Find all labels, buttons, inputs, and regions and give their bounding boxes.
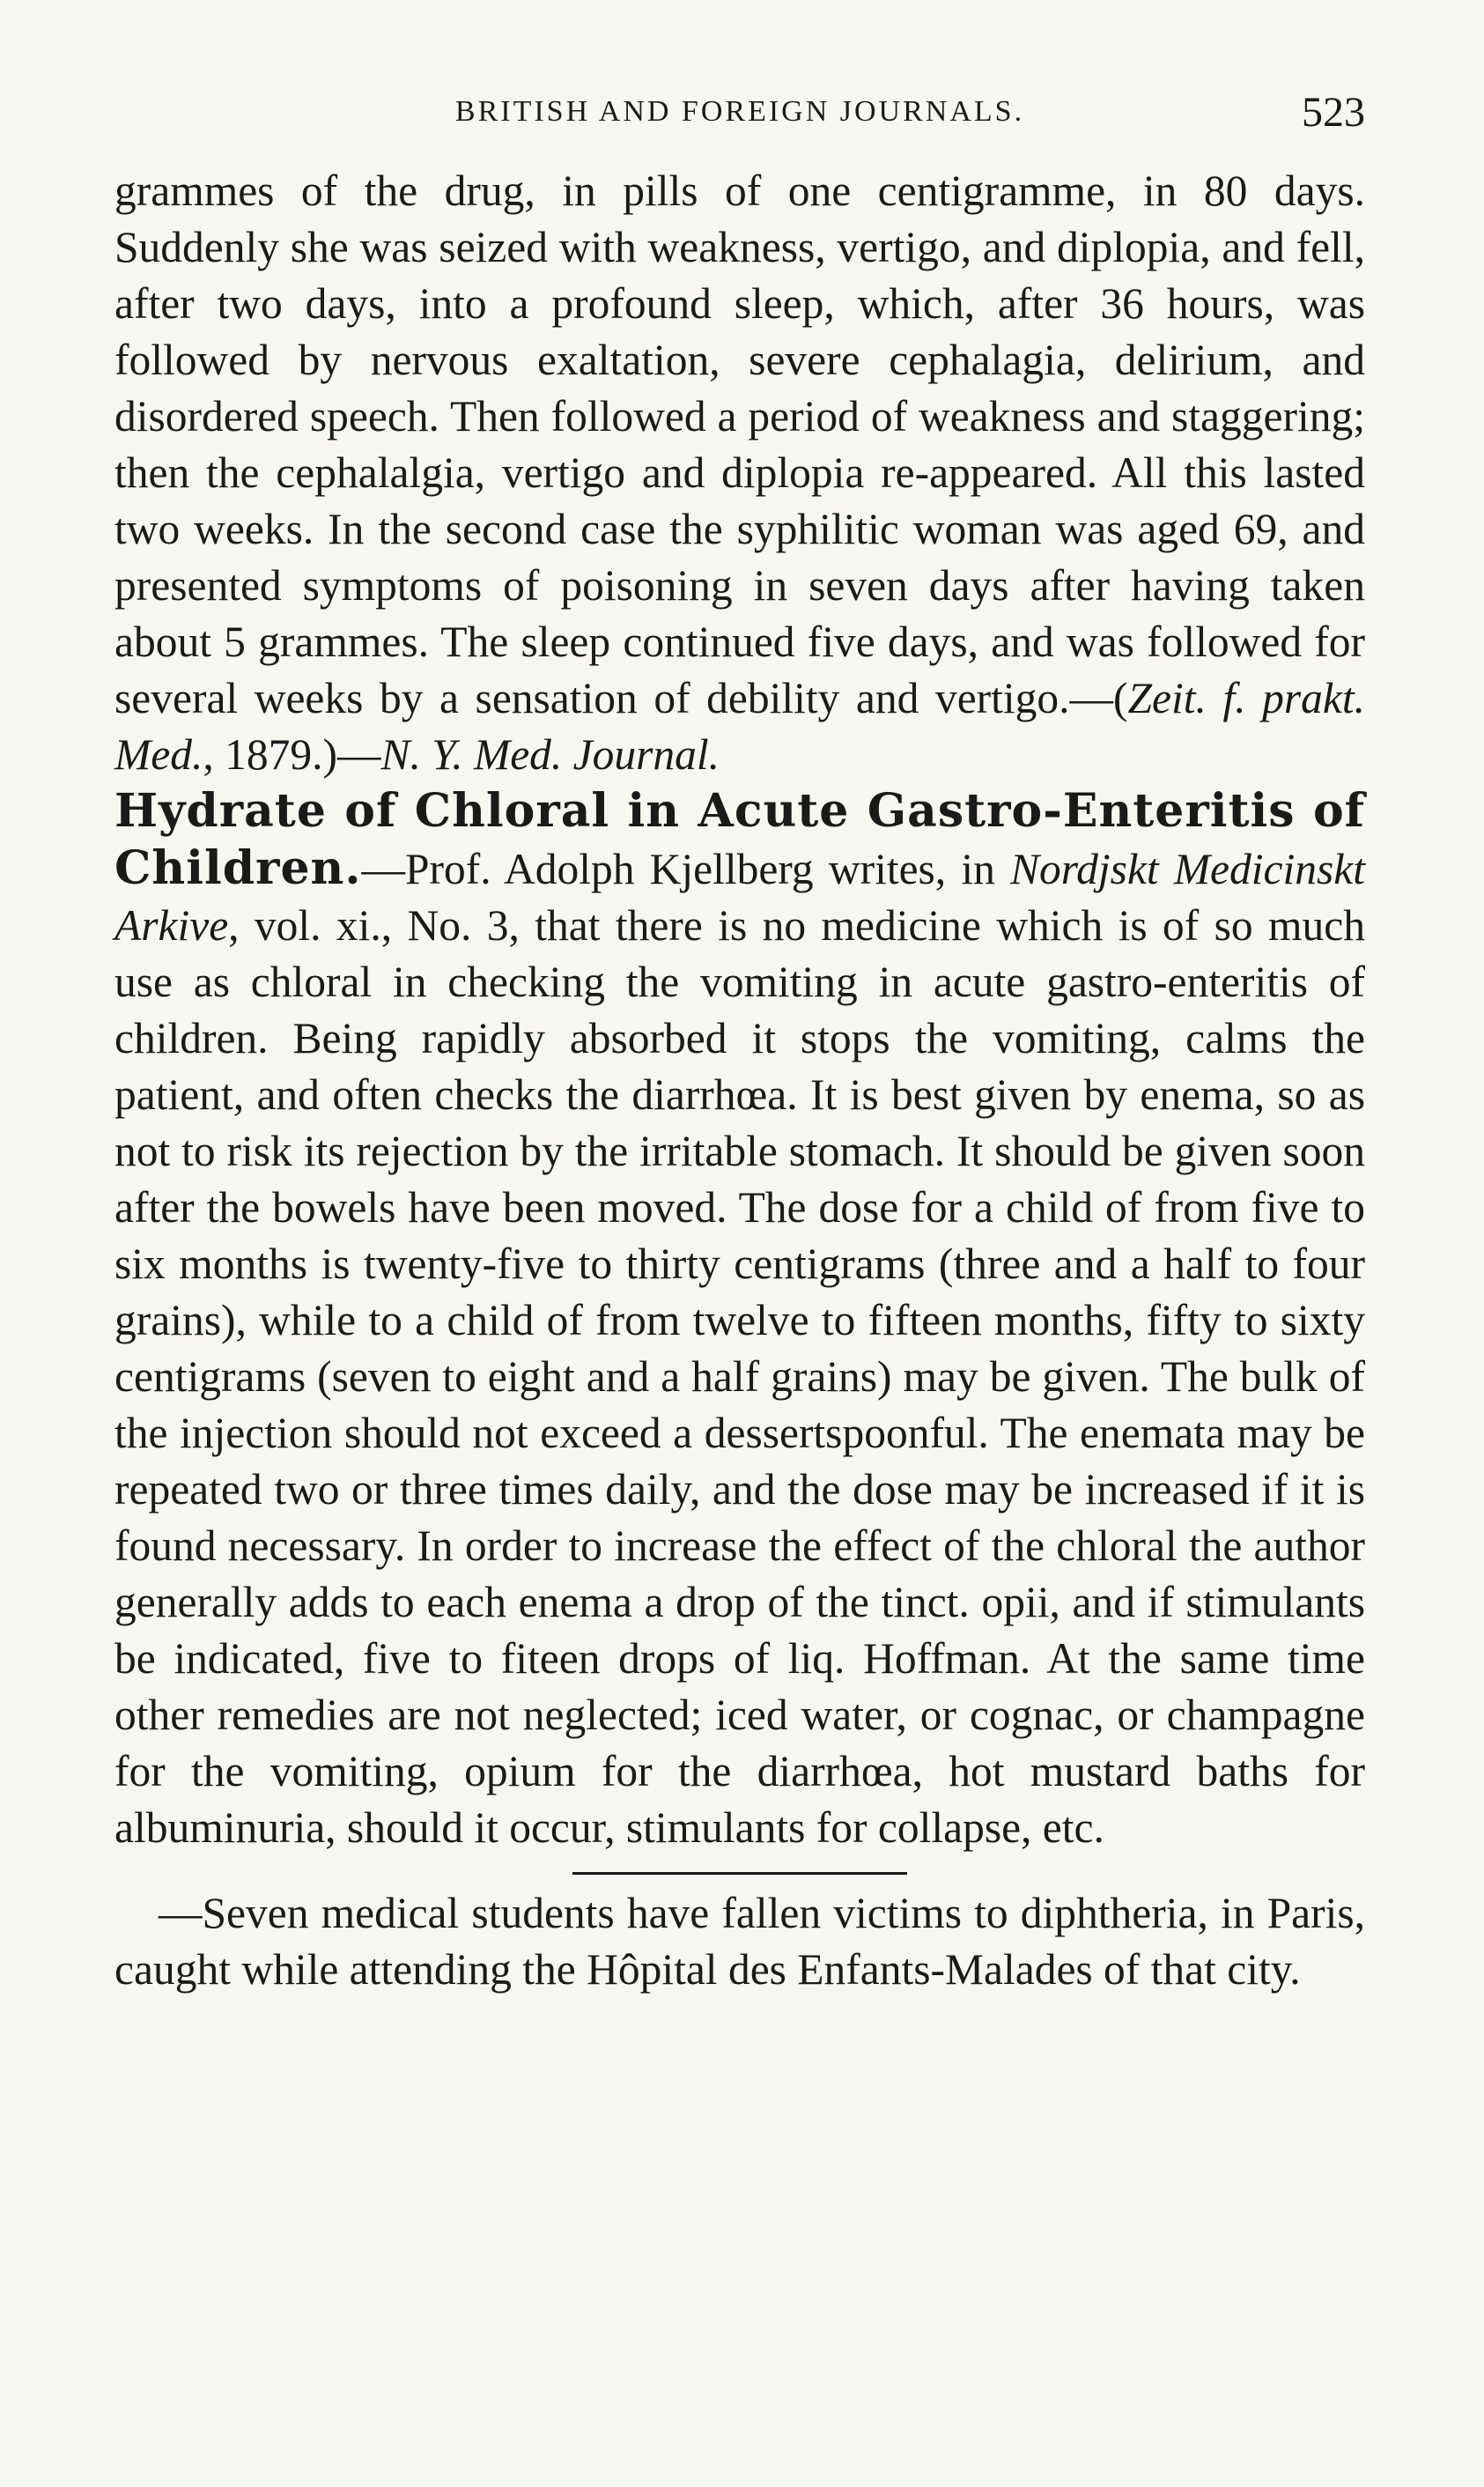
source-citation: Zeit. f. prakt. Med.: [114, 674, 1365, 779]
continued-paragraph-text: grammes of the drug, in pills of one centigramme, in 80 days. Suddenly she was seized with weakness, vertigo, and diplopia, and fell, after two days, into a profound sleep, which, after 36 hours, was followed by nervous exaltation, severe cephalagia, delirium, and disordered speech. Then followed a period of weakness and staggering; then the cephalalgia, vertigo and diplopia re-appeared. All this lasted two weeks. In the second case the syphilitic woman was aged 69, and presented symptoms of poisoning in seven days after having taken about 5 grammes. The sleep continued five days, and was followed for several weeks by a sensation of debility and vertigo.—(: [114, 167, 1365, 722]
continued-paragraph: [114, 163, 1365, 783]
article-heading: Hydrate of Chloral in Acute Gastro-Enteritis of Children.: [114, 784, 1365, 895]
article-journal: Nordjskt Medicinskt Arkive: [114, 845, 1365, 950]
running-title: BRITISH AND FOREIGN JOURNALS.: [454, 95, 1025, 128]
source-tail: , 1879.)—: [203, 730, 381, 779]
page-number: 523: [1302, 89, 1365, 136]
section-divider: [572, 1872, 907, 1875]
article-body: , vol. xi., No. 3, that there is no medicine which is of so much use as chloral in checking the vomiting in acute gastro-enteritis of children. Being rapidly absorbed it stops the vomiting, calms the patient, and often checks the diarrhœa. It is best given by enema, so as not to risk its rejection by the irritable stomach. It should be given soon after the bowels have been moved. The dose for a child of from five to six months is twenty-five to thirty centigrams (three and a half to four grains), while to a child of from twelve to fifteen months, fifty to sixty centigrams (seven to eight and a half grains) may be given. The bulk of the injection should not exceed a dessertspoonful. The enemata may be repeated two or three times daily, and the dose may be increased if it is found necessary. In order to increase the effect of the chloral the author generally adds to each enema a drop of the tinct. opii, and if stimulants be indicated, five to fiteen drops of liq. Hoffman. At the same time other remedies are not neglected; iced water, or cognac, or champagne for the vomiting, opium for the diarrhœa, hot mustard baths for albuminuria, should it occur, stimulants for collapse, etc.: [114, 901, 1365, 1852]
body-text: [114, 163, 1365, 1998]
diphtheria-note: —Seven medical students have fallen victims to diphtheria, in Paris, caught while attending the Hôpital des Enfants-Malades of that city.: [114, 1889, 1365, 1994]
journal-citation: N. Y. Med. Journal.: [380, 730, 720, 779]
article-intro: —Prof. Adolph Kjellberg writes, in: [361, 845, 1010, 893]
running-head: [114, 88, 1365, 150]
chloral-article: [114, 783, 1365, 1856]
